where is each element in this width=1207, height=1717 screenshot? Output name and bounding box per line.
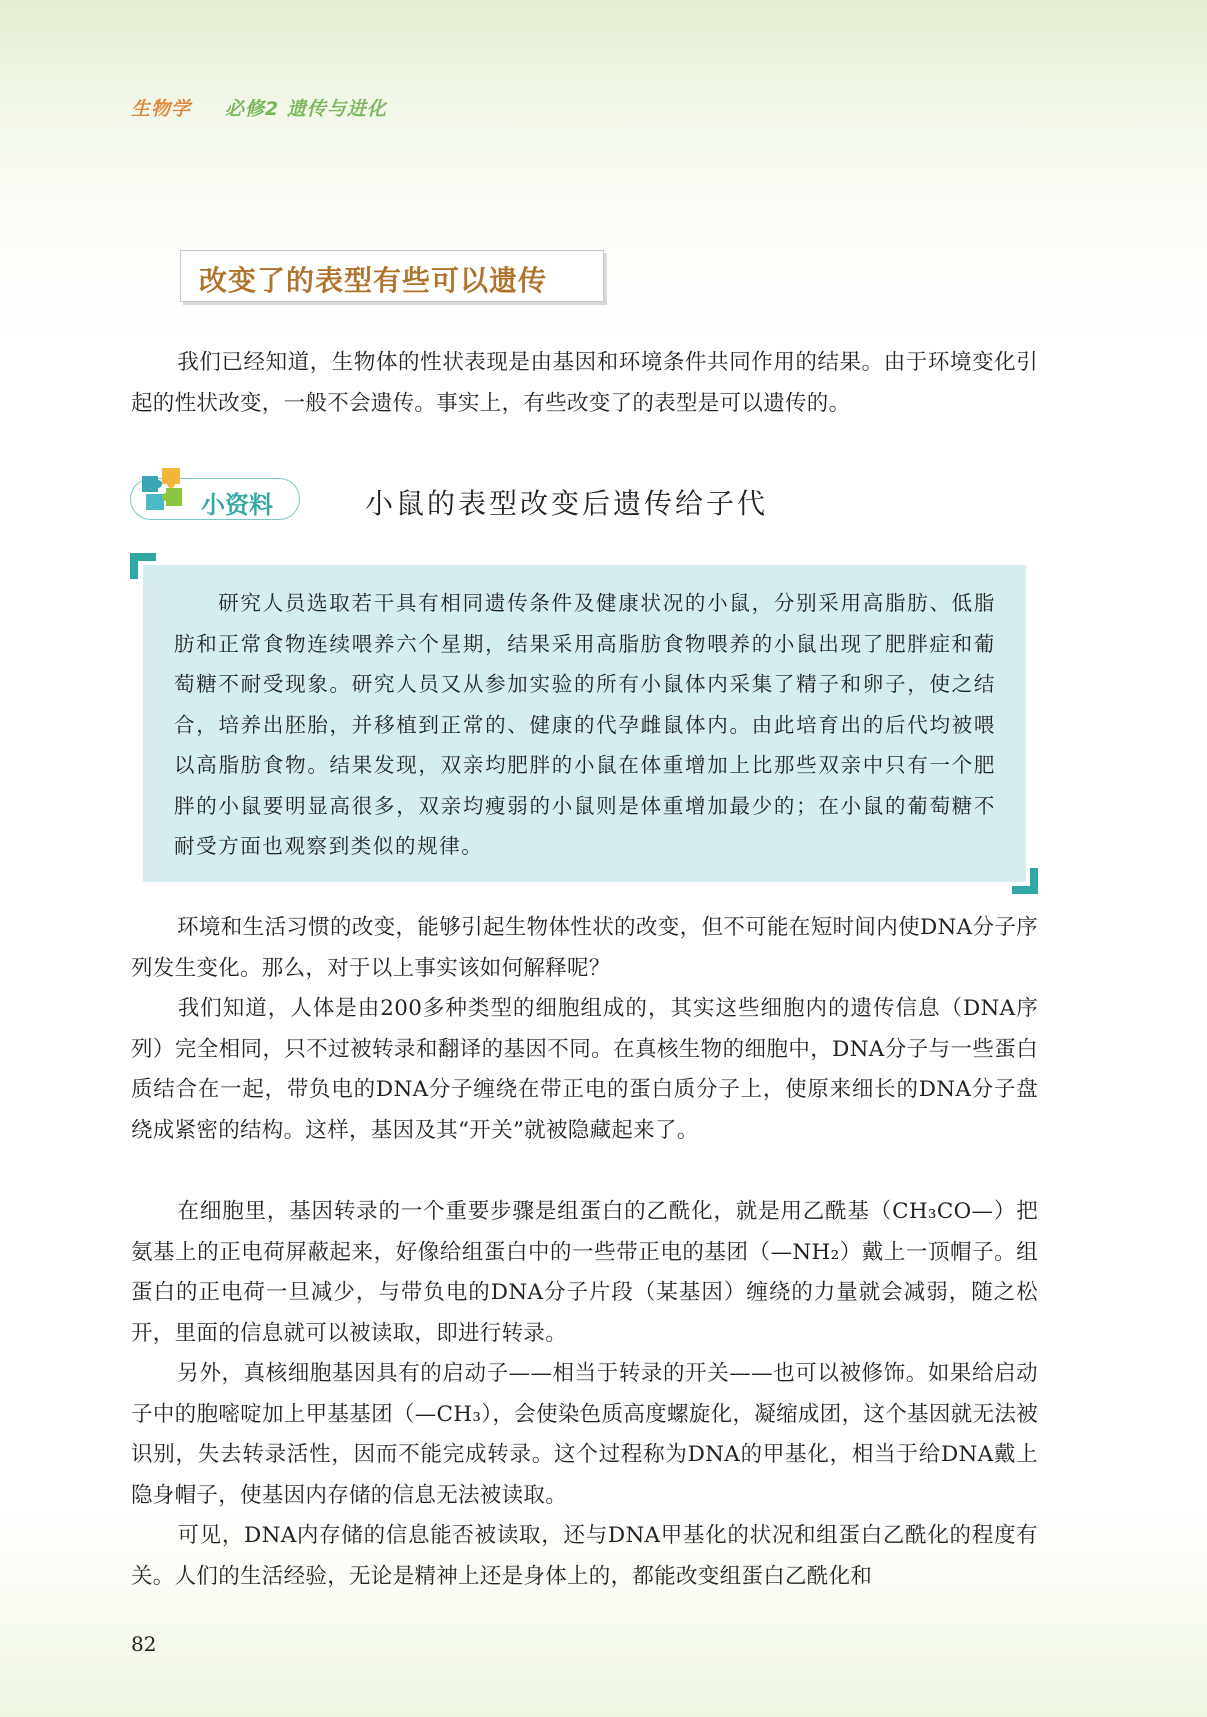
- header-book-title: 必修2 遗传与进化: [225, 98, 387, 120]
- section-title-box: [180, 250, 604, 302]
- running-header: [131, 94, 387, 121]
- body-paragraph-1-text: 环境和生活习惯的改变，能够引起生物体性状的改变，但不可能在短时间内使DNA分子序列发生变化。那么，对于以上事实该如何解释呢？: [131, 915, 1038, 981]
- body-paragraph-4-text: 另外，真核细胞基因具有的启动子——相当于转录的开关——也可以被修饰。如果给启动子中的胞嘧啶加上甲基基团（—CH₃），会使染色质高度螺旋化，凝缩成团，这个基因就无法被识别，失去转录活性，因而不能完成转录。这个过程称为DNA的甲基化，相当于给DNA戴上隐身帽子，使基因内存储的信息无法被读取。: [131, 1361, 1038, 1508]
- body-paragraph-2-text: 我们知道，人体是由200多种类型的细胞组成的，其实这些细胞内的遗传信息（DNA序列）完全相同，只不过被转录和翻译的基因不同。在真核生物的细胞中，DNA分子与一些蛋白质结合在一起，带负电的DNA分子缠绕在带正电的蛋白质分子上，使原来细长的DNA分子盘绕成紧密的结构。这样，基因及其“开关”就被隐藏起来了。: [131, 996, 1038, 1143]
- resource-text-content: 研究人员选取若干具有相同遗传条件及健康状况的小鼠，分别采用高脂肪、低脂肪和正常食物连续喂养六个星期，结果采用高脂肪食物喂养的小鼠出现了肥胖症和葡萄糖不耐受现象。研究人员又从参加实验的所有小鼠体内采集了精子和卵子，使之结合，培养出胚胎，并移植到正常的、健康的代孕雌鼠体内。由此培育出的后代均被喂以高脂肪食物。结果发现，双亲均肥胖的小鼠在体重增加上比那些双亲中只有一个肥胖的小鼠要明显高很多，双亲均瘦弱的小鼠则是体重增加最少的；在小鼠的葡萄糖不耐受方面也观察到类似的规律。: [174, 591, 996, 858]
- resource-title: 小鼠的表型改变后遗传给子代: [365, 487, 769, 520]
- puzzle-icon: [140, 466, 196, 516]
- intro-paragraph-text: 我们已经知道，生物体的性状表现是由基因和环境条件共同作用的结果。由于环境变化引起的性状改变，一般不会遗传。事实上，有些改变了的表型是可以遗传的。: [131, 350, 1038, 416]
- intro-paragraph: [131, 343, 1038, 424]
- section-title: 改变了的表型有些可以遗传: [199, 264, 548, 297]
- resource-text: [174, 583, 996, 867]
- header-subject: 生物学: [131, 98, 192, 120]
- resource-tag-label: 小资料: [201, 491, 273, 519]
- body-paragraph-4: [131, 1354, 1038, 1516]
- body-paragraph-5-text: 可见，DNA内存储的信息能否被读取，还与DNA甲基化的状况和组蛋白乙酰化的程度有关。人们的生活经验，无论是精神上还是身体上的，都能改变组蛋白乙酰化和: [131, 1523, 1038, 1589]
- body-paragraph-2: [131, 989, 1038, 1151]
- body-paragraph-3: [131, 1192, 1038, 1354]
- page-number: 82: [131, 1632, 157, 1656]
- body-paragraph-1: [131, 908, 1038, 989]
- resource-box-corner-top-left: [130, 553, 156, 579]
- body-paragraph-3-text: 在细胞里，基因转录的一个重要步骤是组蛋白的乙酰化，就是用乙酰基（CH₃CO—）把氨基上的正电荷屏蔽起来，好像给组蛋白中的一些带正电的基团（—NH₂）戴上一顶帽子。组蛋白的正电荷一旦减少，与带负电的DNA分子片段（某基因）缠绕的力量就会减弱，随之松开，里面的信息就可以被读取，即进行转录。: [131, 1199, 1038, 1346]
- body-paragraph-5: [131, 1516, 1038, 1597]
- resource-box-corner-bottom-right: [1012, 868, 1038, 894]
